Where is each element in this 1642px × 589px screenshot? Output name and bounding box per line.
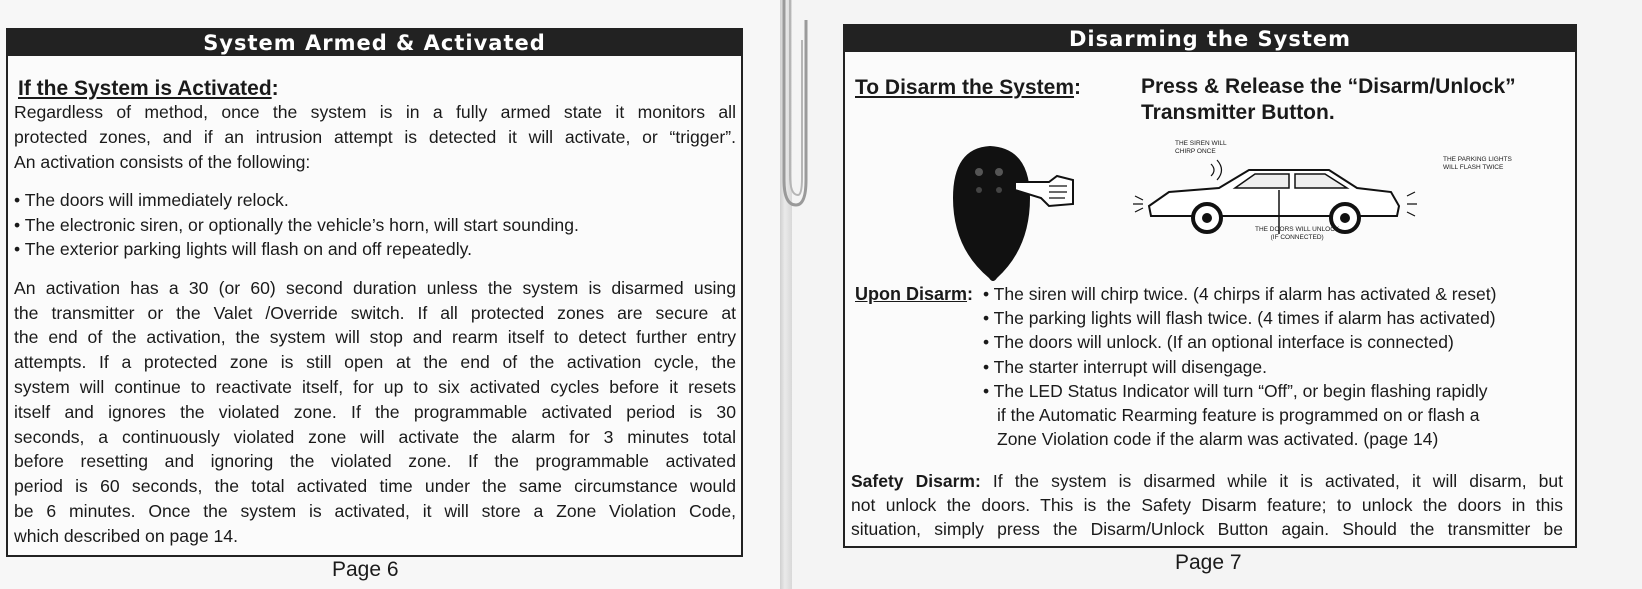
body-line-2: the transmitter or the Valet /Override switch. If all protected zones are secure at	[14, 303, 736, 323]
intro-line-2: protected zones, and if an intrusion attempt is detected it will activate, or “trigger”.	[14, 127, 736, 147]
body-line-6: itself and ignores the violated zone. If the programmable activated period is 30	[14, 402, 736, 422]
activated-heading	[18, 77, 279, 101]
siren-label-line-2: CHIRP ONCE	[1175, 148, 1216, 155]
page-number-7: Page 7	[1175, 551, 1242, 574]
right-page-frame	[843, 24, 1577, 548]
safety-line-2: not unlock the doors. This is the Safety Disarm feature; to unlock the doors in this	[851, 495, 1563, 515]
upon-continuation-1: if the Automatic Rearming feature is programmed on or flash a	[997, 405, 1480, 425]
siren-label	[1175, 140, 1227, 156]
upon-bullet-led: • The LED Status Indicator will turn “Off”, or begin flashing rapidly	[983, 381, 1488, 401]
doors-label	[1255, 226, 1339, 242]
bullet-siren: • The electronic siren, or optionally the vehicle’s horn, will start sounding.	[14, 215, 579, 235]
page-number-6: Page 6	[332, 558, 399, 581]
activated-heading-text: If the System is Activated	[18, 77, 272, 100]
upon-bullet-siren: • The siren will chirp twice. (4 chirps if alarm has activated & reset)	[983, 284, 1497, 304]
body-line-5: system will continue to reactivate itself, for up to six activated cycles before it resets	[14, 377, 736, 397]
body-line-1: An activation has a 30 (or 60) second duration unless the system is disarmed using	[14, 278, 736, 298]
activated-heading-colon: :	[271, 77, 279, 100]
lights-label-line-2: WILL FLASH TWICE	[1443, 164, 1504, 171]
upon-bullet-doors: • The doors will unlock. (If an optional interface is connected)	[983, 332, 1454, 352]
bullet-lights: • The exterior parking lights will flash on and off repeatedly.	[14, 239, 472, 259]
left-page	[0, 0, 780, 589]
safety-line-3: situation, simply press the Disarm/Unlock Button again. Should the transmitter be	[851, 519, 1563, 539]
siren-chirp-icon	[1211, 160, 1222, 180]
doors-label-line-1: THE DOORS WILL UNLOCK	[1255, 226, 1340, 233]
siren-label-line-1: THE SIREN WILL	[1175, 140, 1227, 147]
left-page-frame	[6, 28, 743, 557]
upon-bullet-starter: • The starter interrupt will disengage.	[983, 357, 1267, 377]
body-line-7: seconds, a continuously violated zone will activate the alarm for 3 minutes total	[14, 427, 736, 447]
flash-lines-icon	[1133, 196, 1143, 212]
intro-line-3: An activation consists of the following:	[14, 152, 311, 172]
lights-label	[1443, 156, 1512, 172]
to-disarm-label: To Disarm the System	[855, 76, 1075, 99]
bullet-relock: • The doors will immediately relock.	[14, 190, 289, 210]
safety-line-1	[851, 471, 1563, 492]
intro-line-1: Regardless of method, once the system is in a fully armed state it monitors all	[14, 102, 736, 122]
body-line-4: attempts. If a protected zone is still open at the end of the activation cycle, the	[14, 352, 736, 372]
upon-disarm-colon: :	[967, 284, 974, 304]
left-banner: System Armed & Activated	[8, 30, 741, 56]
body-line-3: the end of the activation, the system will stop and rearm itself to detect further entry	[14, 327, 736, 347]
right-banner: Disarming the System	[845, 26, 1575, 52]
body-line-9: period is 60 seconds, the total activated time under the same circumstance would	[14, 476, 736, 496]
instruction-line-1: Press & Release the “Disarm/Unlock”	[1141, 75, 1516, 98]
to-disarm-heading	[855, 76, 1081, 100]
remote-button-icon	[975, 168, 983, 176]
body-line-10: be 6 minutes. Once the system is activated, it will store a Zone Violation Code,	[14, 501, 736, 521]
remote-transmitter-illustration	[945, 138, 1085, 288]
to-disarm-colon: :	[1074, 76, 1082, 99]
upon-disarm-heading	[855, 284, 973, 305]
flash-lines-icon	[1407, 192, 1417, 216]
lights-label-line-1: THE PARKING LIGHTS	[1443, 156, 1512, 163]
remote-button-icon	[995, 168, 1003, 176]
upon-disarm-label: Upon Disarm	[855, 284, 968, 304]
instruction	[1141, 74, 1516, 126]
safety-first-line: If the system is disarmed while it is activated, it will disarm, but	[980, 471, 1563, 491]
upon-continuation-2: Zone Violation code if the alarm was activated. (page 14)	[997, 429, 1439, 449]
upon-bullet-lights: • The parking lights will flash twice. (4 times if alarm has activated)	[983, 308, 1496, 328]
body-line-11: which described on page 14.	[14, 526, 238, 546]
instruction-line-2: Transmitter Button.	[1141, 101, 1335, 124]
safety-label: Safety Disarm:	[851, 471, 981, 491]
doors-label-line-2: (IF CONNECTED)	[1270, 234, 1324, 241]
body-line-8: before resetting and ignoring the violated zone. If the programmable activated	[14, 451, 736, 471]
